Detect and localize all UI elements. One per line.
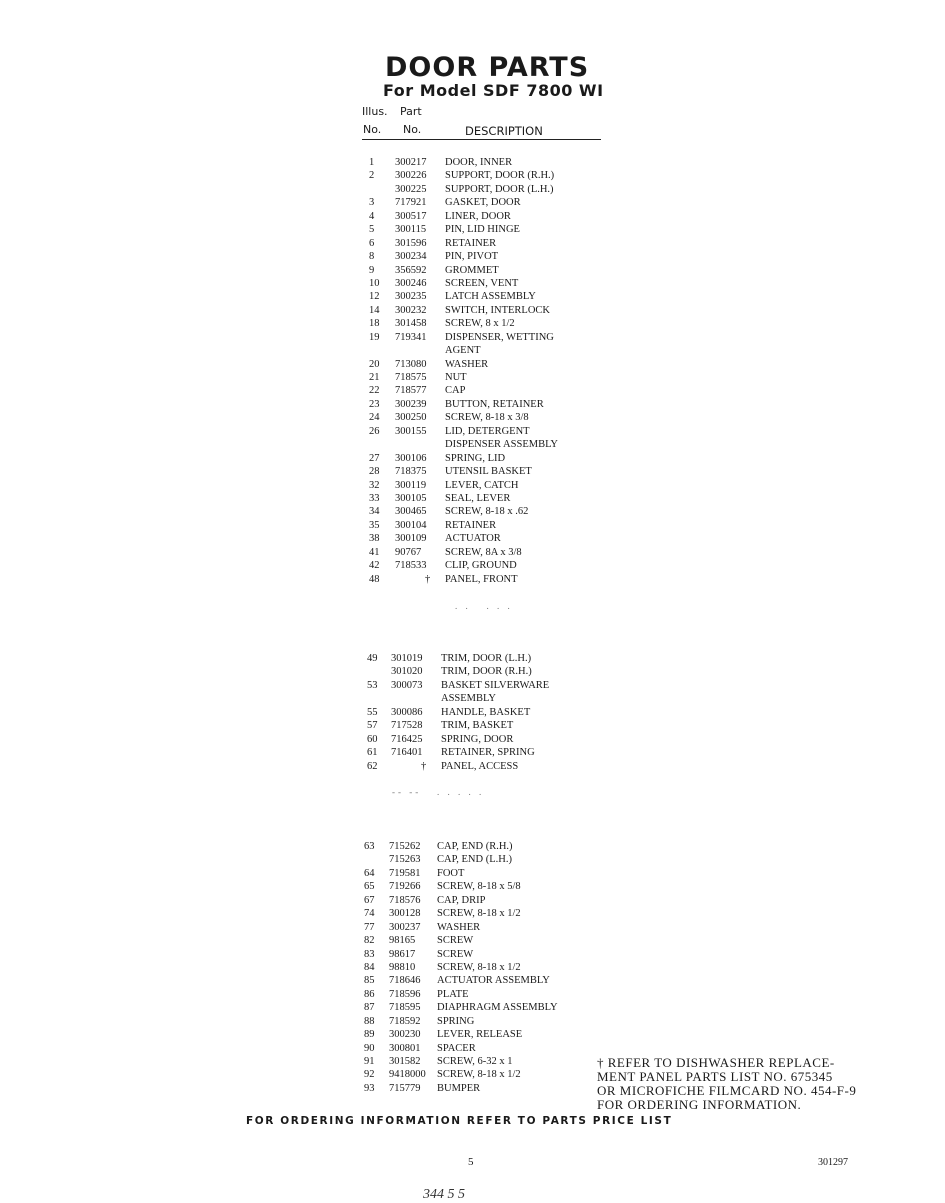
faint-dots: . . . . . [455,601,513,611]
part-description: CAP, END (L.H.) [437,854,512,866]
part-description: SCREW, 8-18 x 5/8 [437,881,521,893]
part-description: DISPENSER ASSEMBLY [445,439,559,451]
illus-number: 67 [364,894,375,906]
part-description: RETAINER [445,519,497,531]
illus-number: 24 [369,412,380,424]
illus-number: 49 [367,653,378,664]
part-description: SCREW, 8-18 x 1/2 [437,961,521,973]
footnote-line: † REFER TO DISHWASHER REPLACE- [597,1055,835,1070]
part-number: 300801 [389,1042,421,1054]
handwritten-mark: 344 5 5 [423,1187,465,1202]
part-number: 300465 [395,506,427,518]
part-number: 300234 [395,251,427,263]
part-description: SCREEN, VENT [445,277,519,289]
part-number: 300109 [395,533,427,545]
part-number: 301596 [395,237,427,249]
part-description: SPRING [437,1015,475,1027]
part-description: BUMPER [437,1082,481,1094]
illus-number: 26 [369,425,380,437]
part-description: AGENT [445,345,481,357]
part-description: CAP, DRIP [437,894,486,906]
part-number: 301020 [391,666,423,678]
part-number: 300104 [395,519,427,531]
part-number: 713080 [395,358,427,370]
page-title: DOOR PARTS [385,52,590,83]
part-description: SWITCH, INTERLOCK [445,304,550,316]
part-description: LINER, DOOR [445,210,511,222]
column-header-illus: Illus. [362,105,388,118]
part-description: DIAPHRAGM ASSEMBLY [437,1002,558,1014]
part-description: PIN, LID HINGE [445,224,520,236]
part-description: TRIM, BASKET [441,720,514,732]
illus-number: 22 [369,385,380,397]
part-number: 718592 [389,1015,421,1027]
part-number: 300086 [391,706,423,718]
illus-number: 23 [369,398,380,410]
illus-number: 20 [369,358,380,370]
illus-number: 90 [364,1042,375,1054]
part-description: CAP, END (R.H.) [437,841,513,852]
part-description: PIN, PIVOT [445,251,499,263]
part-number: 719341 [395,331,427,343]
part-description: SCREW [437,948,474,960]
illus-number: 89 [364,1029,375,1041]
model-subtitle: For Model SDF 7800 WI [383,81,604,100]
part-number: 300230 [389,1029,421,1041]
part-number: 300232 [395,304,427,316]
illus-number: 53 [367,679,378,691]
part-description: SCREW, 8-18 x .62 [445,506,529,518]
illus-number: 18 [369,318,380,330]
part-number: 300115 [395,224,427,236]
illus-number: 32 [369,479,380,491]
part-number: 300226 [395,170,427,182]
illus-number: 57 [367,720,378,732]
part-number: 716401 [391,747,423,759]
illus-number: 14 [369,304,380,316]
part-number: 300517 [395,210,427,222]
part-number: 300250 [395,412,427,424]
part-description: SCREW, 8 x 1/2 [445,318,515,330]
part-number: 718533 [395,560,427,572]
part-description: GROMMET [445,264,499,276]
part-number: 300237 [389,921,421,933]
part-description: BUTTON, RETAINER [445,398,544,410]
part-number: 718596 [389,988,421,1000]
part-number: 300239 [395,398,427,410]
footnote-line: FOR ORDERING INFORMATION. [597,1097,802,1112]
illus-number: 83 [364,948,375,960]
illus-number: 86 [364,988,375,1000]
illus-number: 61 [367,747,378,759]
illus-number: 41 [369,546,380,558]
part-description: ACTUATOR ASSEMBLY [437,975,550,987]
part-description: ACTUATOR [445,533,501,545]
illus-number: 8 [369,251,375,263]
part-description: ASSEMBLY [441,693,496,705]
part-description: LEVER, RELEASE [437,1029,523,1041]
illus-number: 85 [364,975,375,987]
illus-number: 38 [369,533,380,545]
part-description: FOOT [437,867,465,879]
part-number: 300217 [395,157,427,168]
illus-number: 82 [364,935,375,947]
part-description: RETAINER, SPRING [441,747,535,759]
part-number: 715263 [389,854,421,866]
part-description: PLATE [437,988,469,1000]
part-description: SCREW [437,935,474,947]
illus-number: 9 [369,264,375,276]
part-number: 718577 [395,385,427,397]
part-number: 98617 [389,948,416,960]
part-description: WASHER [445,358,489,370]
column-header-illus-no: No. [363,123,382,136]
part-number: 90767 [395,546,422,558]
part-description: SCREW, 8-18 x 1/2 [437,908,521,920]
part-number: 98165 [389,935,416,947]
part-description: GASKET, DOOR [445,197,521,209]
part-number: 718576 [389,894,421,906]
illus-number: 21 [369,372,380,383]
part-description: DISPENSER, WETTING [445,331,554,343]
part-number: 98810 [389,961,416,973]
part-description: SCREW, 8-18 x 3/8 [445,412,529,424]
part-number: 300225 [395,183,427,195]
illus-number: 10 [369,277,380,289]
illus-number: 3 [369,197,375,209]
part-number: 719266 [389,881,421,893]
part-description: SUPPORT, DOOR (L.H.) [445,183,554,195]
part-number: 301019 [391,653,423,664]
part-description: LATCH ASSEMBLY [445,291,536,303]
illus-number: 92 [364,1069,375,1081]
illus-number: 77 [364,921,375,933]
part-description: NUT [445,372,467,383]
part-description: TRIM, DOOR (R.H.) [441,666,532,678]
part-number: 301458 [395,318,427,330]
part-description: WASHER [437,921,481,933]
part-description: SPACER [437,1042,476,1054]
part-number: 300119 [395,479,427,491]
part-number: 715262 [389,841,421,852]
illus-number: 34 [369,506,380,518]
part-number: 718595 [389,1002,421,1014]
part-description: CAP [445,385,466,397]
illus-number: 65 [364,881,375,893]
illus-number: 88 [364,1015,375,1027]
part-description: LEVER, CATCH [445,479,519,491]
part-description: SEAL, LEVER [445,492,511,504]
part-description: BASKET SILVERWARE [441,679,550,691]
illus-number: 64 [364,867,375,879]
part-number: 301582 [389,1056,421,1067]
part-description: SCREW, 8A x 3/8 [445,546,522,558]
illus-number: 5 [369,224,375,236]
illus-number: 62 [367,760,378,772]
illus-number: 48 [369,573,380,585]
part-description: CLIP, GROUND [445,560,517,572]
part-description: HANDLE, BASKET [441,706,531,718]
part-number: 300235 [395,291,427,303]
column-header-part: Part [400,105,422,118]
illus-number: 93 [364,1082,375,1094]
part-number: 718575 [395,372,427,383]
illus-number: 1 [369,157,375,168]
part-number: 716425 [391,733,423,745]
part-number: 718646 [389,975,421,987]
part-number: 719581 [389,867,421,879]
illus-number: 6 [369,237,375,249]
part-description: SPRING, DOOR [441,733,514,745]
part-number: 9418000 [389,1069,426,1081]
illus-number: 60 [367,733,378,745]
part-description: UTENSIL BASKET [445,466,532,478]
faint-dots: -- -- . . . . . [392,787,485,797]
part-number: 717528 [391,720,423,732]
illus-number: 28 [369,466,380,478]
part-description: SUPPORT, DOOR (R.H.) [445,170,555,182]
part-description: PANEL, ACCESS [441,760,519,772]
part-number: 300106 [395,452,427,464]
part-number: 300155 [395,425,427,437]
illus-number: 42 [369,560,380,572]
illus-number: 91 [364,1056,375,1067]
column-header-description: DESCRIPTION [465,124,543,138]
illus-number: 27 [369,452,380,464]
illus-number: 4 [369,210,375,222]
part-description: TRIM, DOOR (L.H.) [441,653,532,664]
part-number: † [421,760,427,772]
part-number: † [425,573,431,585]
illus-number: 74 [364,908,375,920]
page-number: 5 [468,1156,474,1168]
header-divider [362,139,601,140]
part-description: SCREW, 6-32 x 1 [437,1056,513,1067]
part-number: 300073 [391,679,423,691]
part-description: LID, DETERGENT [445,425,530,437]
part-description: SPRING, LID [445,452,506,464]
ordering-information-note: FOR ORDERING INFORMATION REFER TO PARTS PRICE LIST [246,1115,673,1127]
part-number: 715779 [389,1082,421,1094]
illus-number: 84 [364,961,375,973]
part-number: 356592 [395,264,427,276]
part-number: 718375 [395,466,427,478]
part-description: SCREW, 8-18 x 1/2 [437,1069,521,1081]
replacement-panel-footnote [597,1056,897,1112]
part-description: DOOR, INNER [445,157,513,168]
part-number: 300246 [395,277,427,289]
part-number: 717921 [395,197,427,209]
illus-number: 19 [369,331,380,343]
document-number: 301297 [818,1157,848,1168]
part-description: RETAINER [445,237,497,249]
illus-number: 12 [369,291,380,303]
illus-number: 2 [369,170,375,182]
illus-number: 33 [369,492,380,504]
illus-number: 87 [364,1002,375,1014]
part-number: 300105 [395,492,427,504]
part-description: PANEL, FRONT [445,573,518,585]
illus-number: 35 [369,519,380,531]
column-header-part-no: No. [403,123,422,136]
footnote-line: OR MICROFICHE FILMCARD NO. 454-F-9 [597,1083,857,1098]
part-number: 300128 [389,908,421,920]
illus-number: 55 [367,706,378,718]
footnote-line: MENT PANEL PARTS LIST NO. 675345 [597,1069,833,1084]
illus-number: 63 [364,841,375,852]
